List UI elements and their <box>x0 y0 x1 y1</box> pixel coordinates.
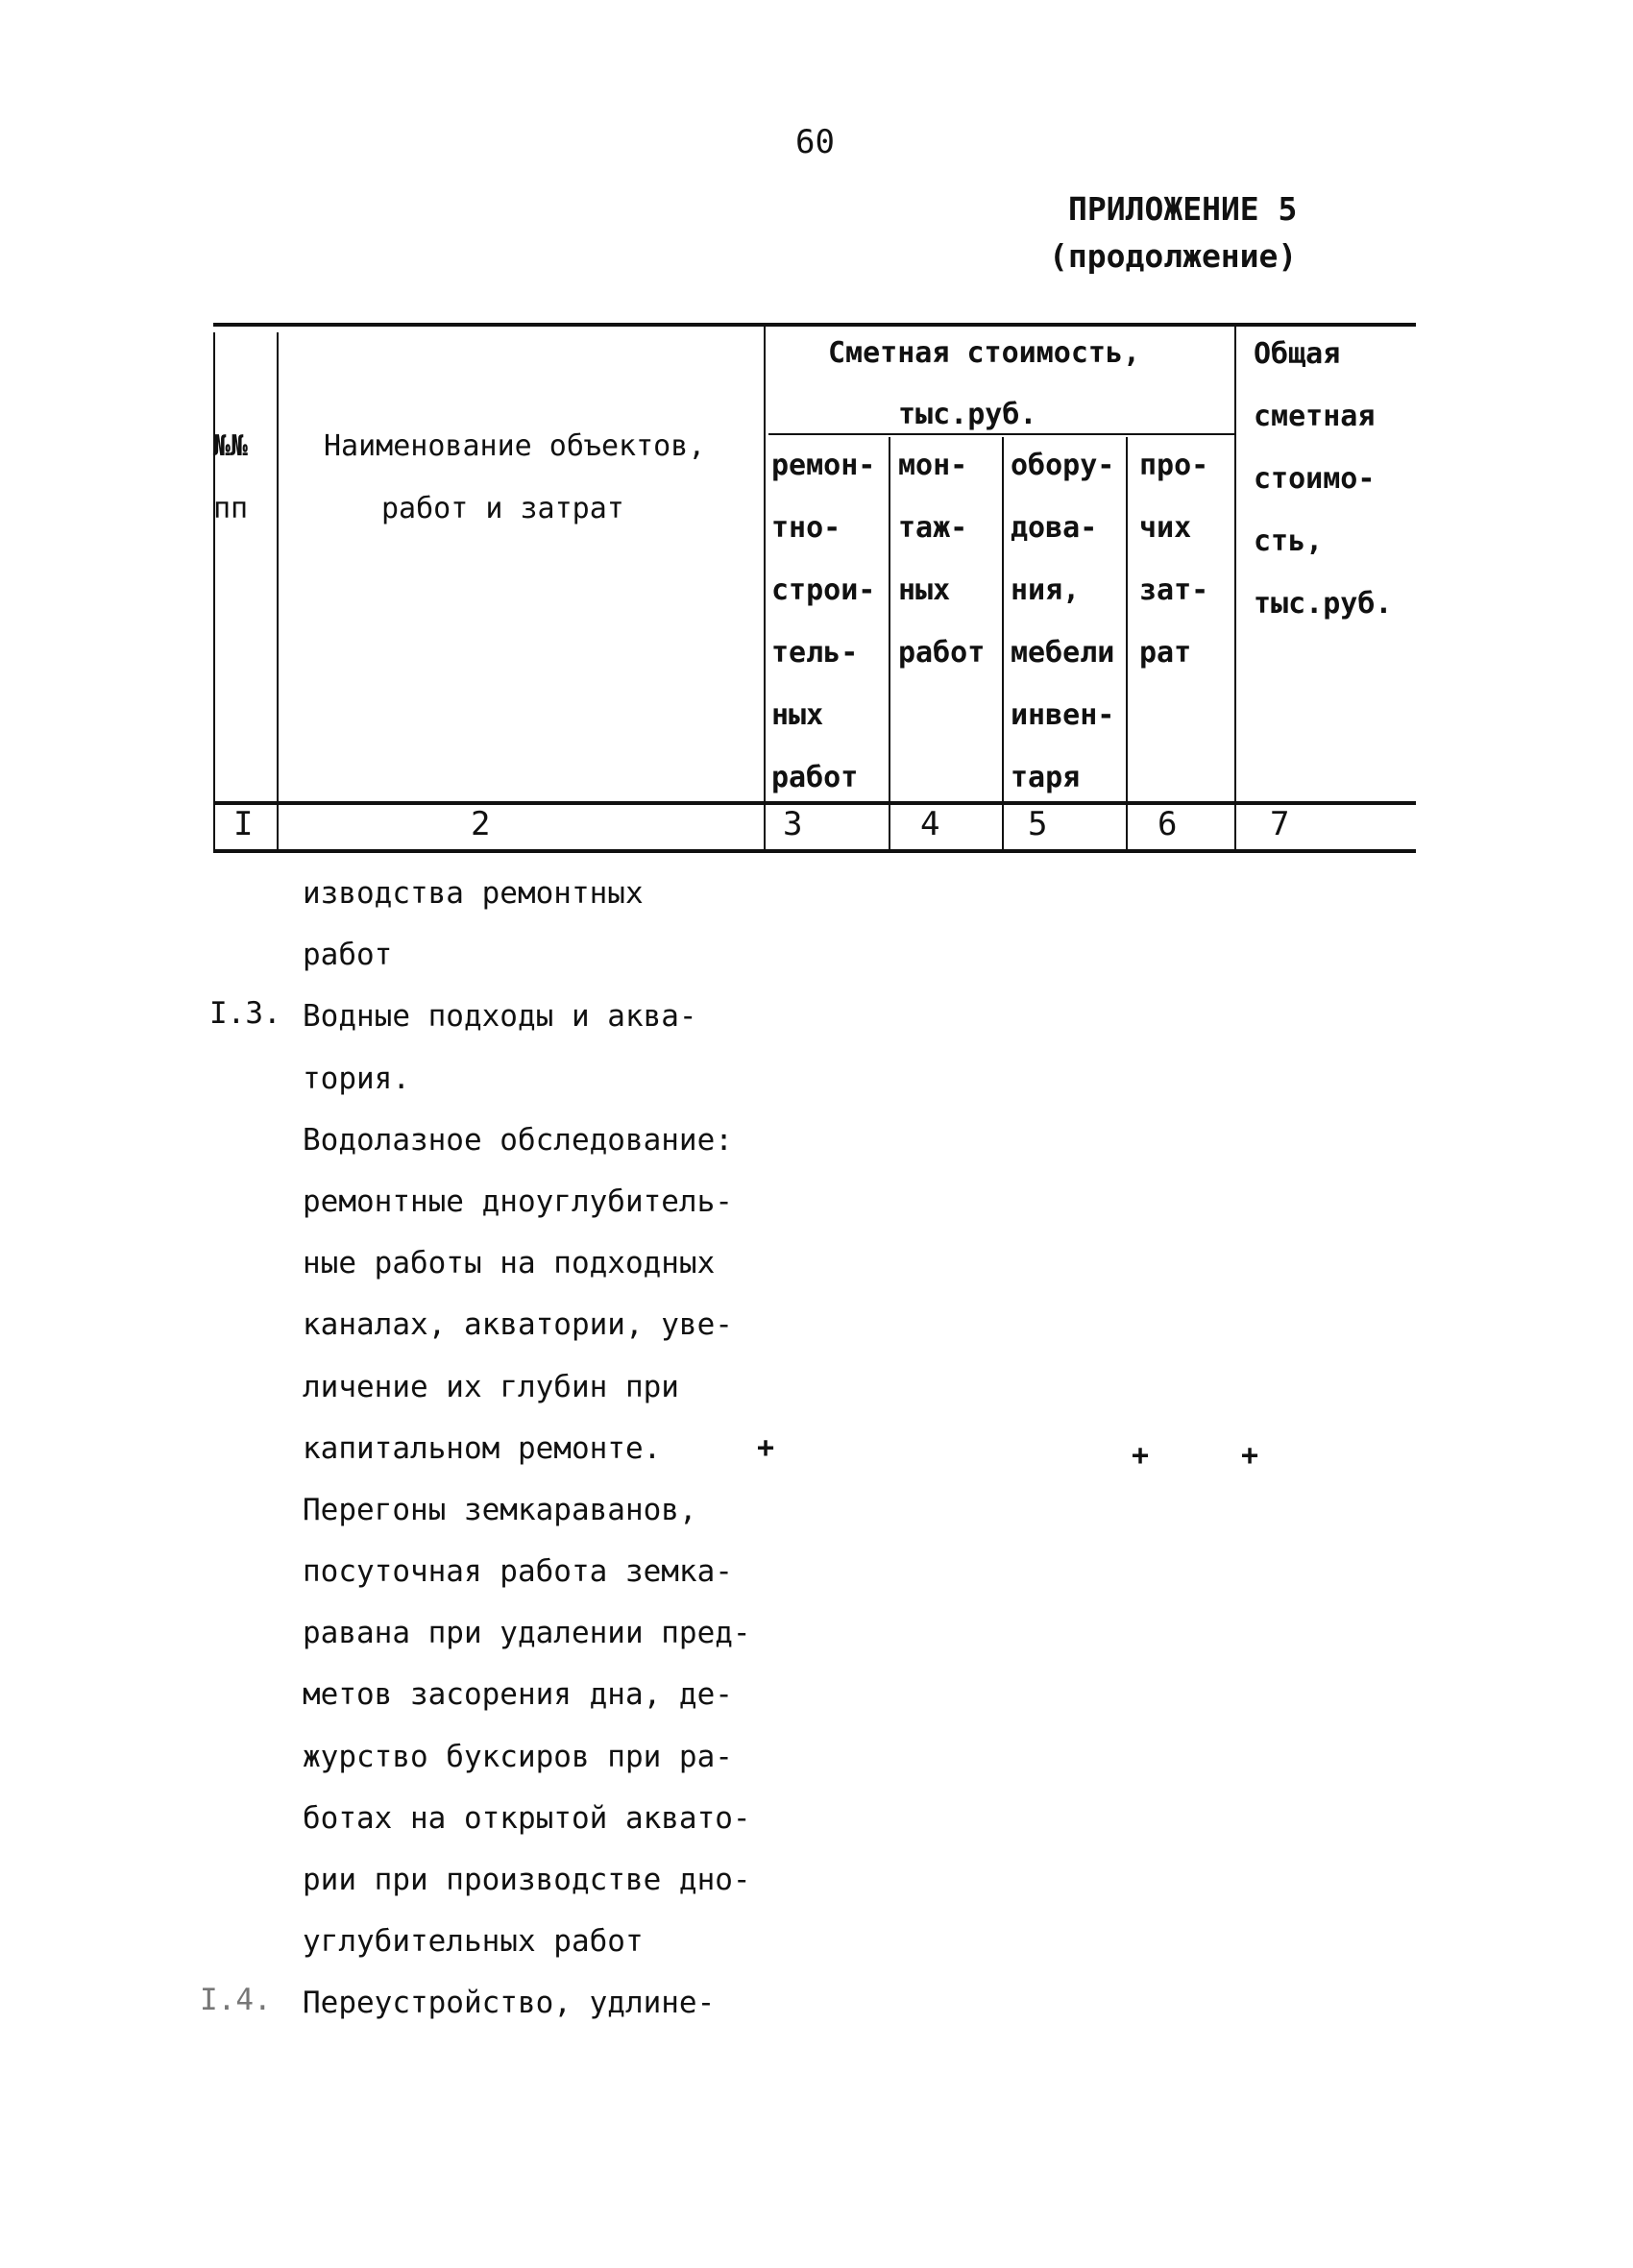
body-line: ремонтные дноуглубитель- <box>303 1183 733 1219</box>
colnum-5: 5 <box>1028 805 1048 843</box>
body-line: посуточная работа земка- <box>303 1554 733 1590</box>
body-line: Переустройство, удлине- <box>303 1986 716 2021</box>
subcol-installation-works: мон- таж- ных работ <box>898 449 986 670</box>
colnum-3: 3 <box>783 805 803 843</box>
name-header-line-2: работ и затрат <box>381 492 624 525</box>
estimated-cost-header: Сметная стоимость, <box>828 336 1141 370</box>
body-line: изводства ремонтных <box>303 876 644 911</box>
num-header-line-2: пп <box>213 492 249 525</box>
appendix-title: ПРИЛОЖЕНИЕ 5 <box>1068 190 1298 228</box>
body-line: личение их глубин при <box>303 1369 679 1404</box>
colnum-4: 4 <box>920 805 940 843</box>
subcol-other-costs: про- чих зат- рат <box>1139 449 1209 670</box>
body-line: тория. <box>303 1061 410 1096</box>
body-line: каналах, акватории, уве- <box>303 1307 733 1343</box>
plus-mark-col3: + <box>757 1431 775 1465</box>
divider-col4-col5 <box>1002 437 1004 851</box>
page-number: 60 <box>795 123 835 161</box>
item-number-1-4: I.4. <box>200 1983 272 2017</box>
divider-num-name <box>277 332 279 851</box>
num-header-line-1: №№ <box>213 429 249 463</box>
item-number-1-3: I.3. <box>209 996 281 1031</box>
body-line: рии при производстве дно- <box>303 1863 751 1897</box>
body-line: ботах на открытой аквато- <box>303 1800 751 1836</box>
plus-mark-col6: + <box>1241 1439 1259 1473</box>
name-column-header <box>324 415 705 540</box>
plus-mark-col5: + <box>1132 1439 1150 1473</box>
body-line: углубительных работ <box>303 1924 644 1960</box>
body-line: капитальном ремонте. <box>303 1430 662 1466</box>
colnum-2: 2 <box>471 805 491 843</box>
subcol-equipment: обору- дова- ния, мебели инвен- таря <box>1011 449 1115 794</box>
body-line: равана при удалении пред- <box>303 1616 751 1651</box>
body-line: Перегоны земкараванов, <box>303 1492 697 1527</box>
colnum-6: 6 <box>1158 805 1178 843</box>
body-text <box>303 863 751 2035</box>
divider-cost-total <box>1234 325 1236 851</box>
body-line: Водолазное обследование: <box>303 1122 733 1158</box>
name-header-line-1: Наименование объектов, <box>324 429 706 463</box>
body-line: метов засорения дна, де- <box>303 1677 733 1713</box>
total-cost-header: Общая сметная стоимо- сть, тыс.руб. <box>1254 337 1393 621</box>
divider-col3-col4 <box>889 437 890 851</box>
body-line: работ <box>303 938 393 973</box>
colnum-1: I <box>233 805 254 843</box>
colnum-7: 7 <box>1270 805 1290 843</box>
body-line: ные работы на подходных <box>303 1246 716 1281</box>
table-left-border <box>213 332 215 851</box>
body-line: Водные подходы и аква- <box>303 999 697 1035</box>
divider-col5-col6 <box>1126 437 1128 851</box>
appendix-subtitle: (продолжение) <box>1049 237 1298 275</box>
divider-name-cost <box>764 325 766 851</box>
body-line: журство буксиров при ра- <box>303 1739 733 1774</box>
num-column-header <box>213 415 248 540</box>
subcol-construction-works: ремон- тно- строи- тель- ных работ <box>771 449 876 794</box>
estimated-cost-unit: тыс.руб. <box>898 398 1037 431</box>
